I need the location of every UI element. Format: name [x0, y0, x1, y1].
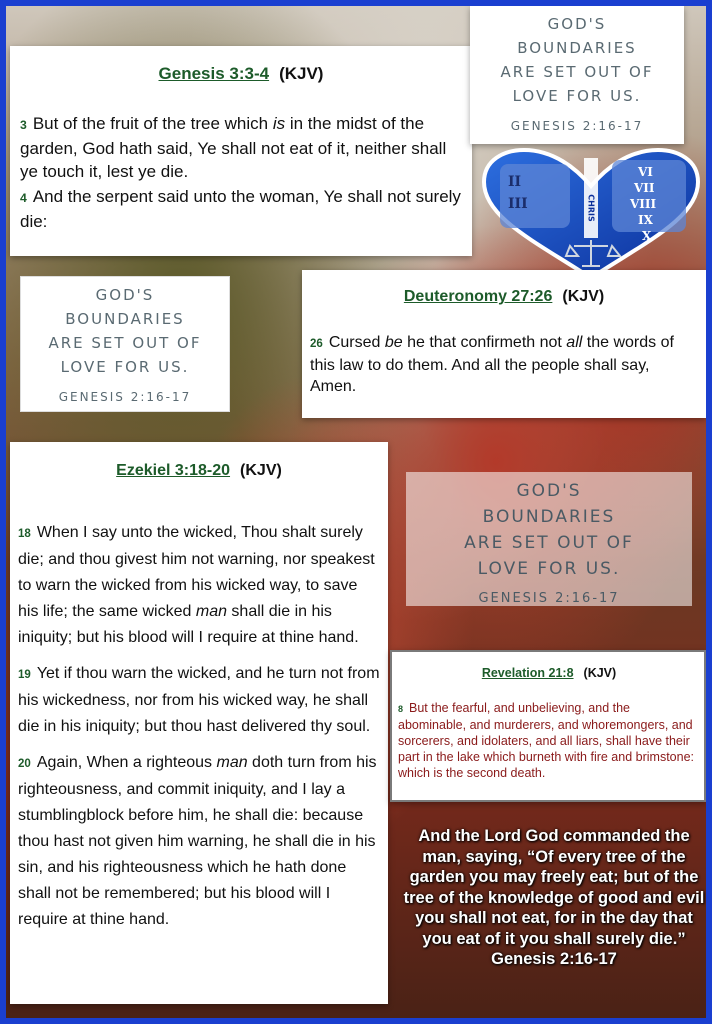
deuteronomy-card: [302, 270, 706, 418]
emblem-numeral: III: [508, 196, 528, 212]
emblem-numeral: VI: [638, 165, 653, 179]
boundary-line: ARE SET OUT OF: [464, 533, 634, 553]
ezekiel-version: (KJV): [240, 462, 282, 479]
emblem-numeral: VII: [634, 181, 655, 195]
verse-number: 18: [18, 528, 31, 540]
verse-number: 8: [398, 704, 404, 714]
heart-commandments-emblem: [478, 148, 704, 280]
genesis-quote-overlay: [402, 826, 706, 970]
verse-italic: man: [195, 603, 227, 620]
ezekiel-card: [10, 442, 388, 1004]
deuteronomy-verse-26: [310, 332, 698, 397]
collage-frame: [6, 6, 706, 1018]
verse-text: But the fearful, and unbelieving, and the abominable, and murderers, and whoremongers, and sorcerers, and idolaters, and all liars, shall have their part in the lake which burneth with fire and brimstone: which is the second death.: [398, 701, 694, 780]
ezekiel-verse-20: [18, 750, 380, 933]
verse-text: the words of this law to do them. And all the people shall say, Amen.: [310, 334, 674, 395]
boundary-line: GOD'S: [95, 286, 155, 304]
verse-number: 4: [20, 191, 27, 205]
genesis-verse-4: [20, 185, 462, 233]
verse-italic: all: [566, 334, 583, 351]
boundaries-card-top: [470, 6, 684, 144]
verse-text: shall die in his iniquity; but his blood will I require at thine hand.: [18, 603, 359, 646]
verse-italic: man: [216, 754, 248, 771]
ezekiel-verse-18: [18, 520, 380, 651]
genesis-card: [10, 46, 472, 256]
verse-italic: be: [384, 334, 403, 351]
boundary-line: BOUNDARIES: [517, 39, 637, 57]
ezekiel-ref-link[interactable]: Ezekiel 3:18-20: [116, 462, 231, 479]
revelation-title: [398, 666, 700, 680]
verse-text: he that confirmeth not: [402, 334, 567, 351]
verse-number: 19: [18, 669, 31, 681]
ezekiel-verse-19: [18, 661, 380, 740]
boundary-line: BOUNDARIES: [65, 310, 185, 328]
verse-text: And the serpent said unto the woman, Ye shall not surely die:: [20, 187, 461, 231]
emblem-numeral: II: [508, 174, 522, 190]
genesis-version: (KJV): [279, 64, 324, 83]
boundary-line: ARE SET OUT OF: [500, 63, 654, 81]
verse-text: doth turn from his righteousness, and commit iniquity, and I lay a stumblingblock before him, he shall die: because thou hast not given him warning, he shall die in his sin, and his righteousness which he hath done shall not be remembered; but his blood will I require at thine hand.: [18, 754, 377, 928]
boundaries-card-left: [20, 276, 230, 412]
deuteronomy-title: [310, 288, 698, 306]
verse-text: Again, When a righteous: [36, 754, 217, 771]
verse-number: 26: [310, 338, 323, 350]
genesis-title: [20, 64, 462, 84]
revelation-verse-8: [398, 700, 700, 781]
emblem-numeral: X: [642, 229, 652, 243]
boundary-line: LOVE FOR US.: [477, 559, 621, 579]
boundary-ref: GENESIS 2:16-17: [58, 390, 192, 404]
verse-number: 20: [18, 758, 31, 770]
revelation-card: [390, 650, 706, 802]
emblem-numeral: VIII: [630, 197, 657, 211]
verse-text: But of the fruit of the tree which: [32, 114, 273, 133]
boundary-line: GOD'S: [516, 481, 582, 501]
deuteronomy-version: (KJV): [562, 288, 605, 305]
boundary-line: GOD'S: [547, 15, 607, 33]
ezekiel-title: [18, 462, 380, 480]
boundary-line: ARE SET OUT OF: [48, 334, 202, 352]
heart-icon: [478, 148, 704, 280]
verse-text: When I say unto the wicked, Thou shalt surely die; and thou givest him not warning, nor speakest to warn the wicked from his wicked way, to save his life; the same wicked: [18, 524, 375, 620]
boundary-line: BOUNDARIES: [482, 507, 616, 527]
deuteronomy-ref-link[interactable]: Deuteronomy 27:26: [403, 288, 553, 305]
verse-number: 3: [20, 118, 27, 132]
verse-text: Cursed: [328, 334, 385, 351]
emblem-vertical-word: CHRIS: [586, 194, 596, 222]
boundary-ref: GENESIS 2:16-17: [510, 119, 644, 133]
revelation-version: (KJV): [583, 666, 617, 680]
verse-text: Yet if thou warn the wicked, and he turn not from his wickedness, nor from his wicked way, he shall die in his iniquity; but thou hast delivered thy soul.: [18, 665, 380, 735]
verse-text: in the midst of the garden, God hath said, Ye shall not eat of it, neither shall ye touch it, lest ye die.: [20, 114, 447, 181]
genesis-ref-link[interactable]: Genesis 3:3-4: [158, 64, 270, 83]
overlay-quote: And the Lord God commanded the man, saying, “Of every tree of the garden you may freely eat; but of the tree of the knowledge of good and evil you shall not eat, for in the day that you eat of it you shall surely die.”: [403, 827, 705, 948]
boundary-line: LOVE FOR US.: [60, 358, 190, 376]
emblem-numeral: IX: [638, 213, 653, 227]
revelation-ref-link[interactable]: Revelation 21:8: [481, 666, 574, 680]
boundary-ref: GENESIS 2:16-17: [478, 591, 620, 606]
overlay-ref: Genesis 2:16-17: [491, 950, 617, 968]
verse-italic: is: [272, 114, 286, 133]
boundary-line: LOVE FOR US.: [512, 87, 642, 105]
boundaries-card-translucent: [406, 472, 692, 606]
genesis-verse-3: [20, 112, 462, 183]
